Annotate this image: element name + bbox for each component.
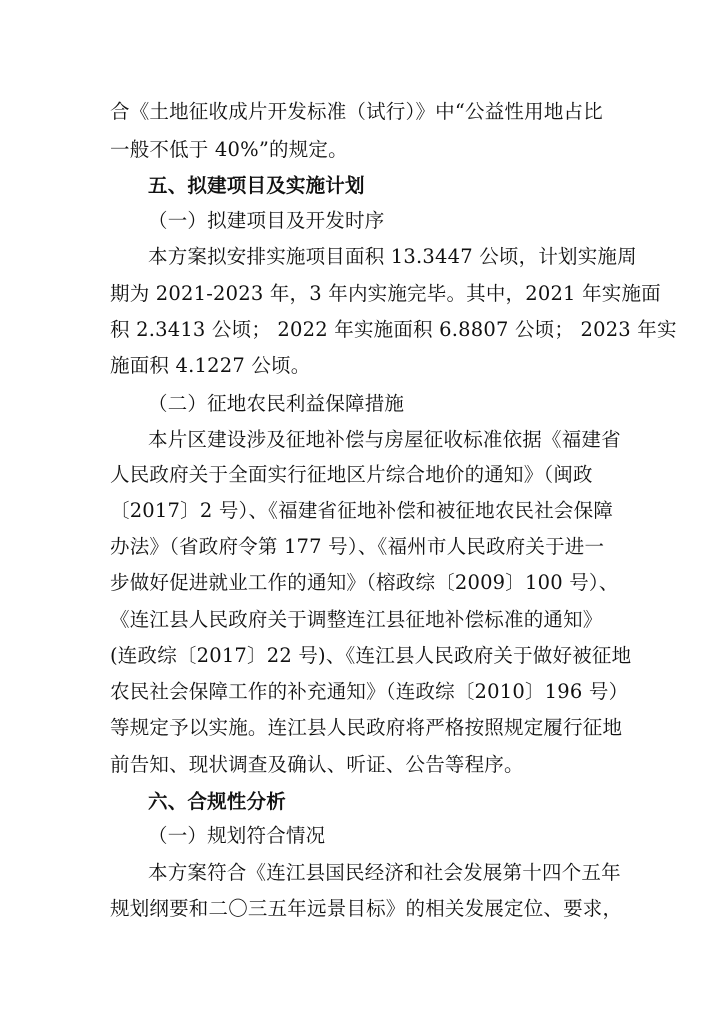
paragraph-line: 施面积 4.1227 公顷。: [110, 354, 311, 377]
paragraph-line: 人民政府关于全面实行征地区片综合地价的通知》（闽政: [110, 463, 593, 486]
paragraph-line: 办法》（省政府令第 177 号）、《福州市人民政府关于进一: [110, 535, 605, 558]
paragraph-line: 一般不低于 40%”的规定。: [110, 138, 348, 161]
section-heading: 五、拟建项目及实施计划: [148, 174, 365, 197]
paragraph-line: 步做好促进就业工作的通知》（榕政综〔2009〕100 号）、: [110, 571, 619, 594]
paragraph-line: 〔2017〕2 号）、《福建省征地补偿和被征地农民社会保障: [110, 499, 614, 522]
paragraph-line: 本方案拟安排实施项目面积 13.3447 公顷，计划实施周: [148, 245, 637, 268]
subsection-heading: （一）拟建项目及开发时序: [148, 209, 385, 232]
paragraph-line: 前告知、现状调查及确认、听证、公告等程序。: [110, 753, 524, 776]
subsection-heading: （一）规划符合情况: [148, 824, 326, 847]
paragraph-line: 规划纲要和二〇三五年远景目标》的相关发展定位、要求，: [110, 897, 623, 920]
paragraph-line: 期为 2021-2023 年，3 年内实施完毕。其中，2021 年实施面: [110, 282, 661, 305]
paragraph-line: 积 2.3413 公顷； 2022 年实施面积 6.8807 公顷； 2023 年实: [110, 318, 677, 341]
paragraph-line: 《连江县人民政府关于调整连江县征地补偿标准的通知》: [110, 608, 603, 631]
paragraph-line: 等规定予以实施。连江县人民政府将严格按照规定履行征地: [110, 716, 623, 739]
paragraph-line: 本方案符合《连江县国民经济和社会发展第十四个五年: [148, 861, 621, 884]
paragraph-line: 本片区建设涉及征地补偿与房屋征收标准依据《福建省: [148, 428, 621, 451]
paragraph-line: 农民社会保障工作的补充通知》（连政综〔2010〕196 号）: [110, 680, 629, 703]
paragraph-line: (连政综〔2017〕22 号)、《连江县人民政府关于做好被征地: [110, 644, 632, 667]
subsection-heading: （二）征地农民利益保障措施: [148, 392, 405, 415]
section-heading: 六、合规性分析: [148, 790, 286, 813]
paragraph-line: 合《土地征收成片开发标准（试行）》中“公益性用地占比: [110, 100, 603, 123]
